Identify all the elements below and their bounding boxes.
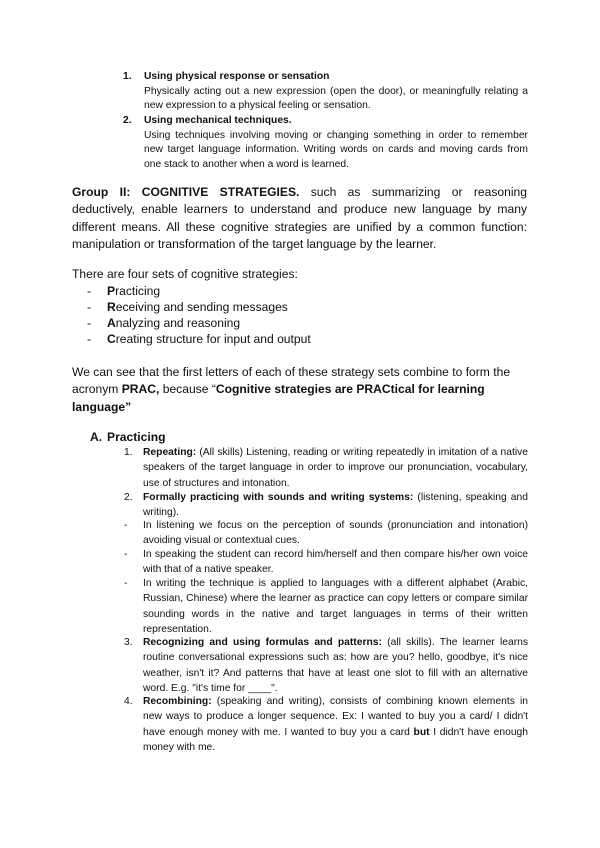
list-item-title: Using physical response or sensation [144, 71, 330, 82]
list-number: 1. [123, 71, 132, 82]
group-two-paragraph [72, 184, 527, 254]
list-item-text: Physically acting out a new expression (open the door), or meaningfully relating a new expression to a physical feeling or sensation. [144, 85, 528, 112]
practicing-item-recognizing: 3. Recognizing and using formulas and patterns: (all skills). The learner learns routine conversational expressions such as: how are you? hello, goodbye, it's nice weather, isn't it? And patterns that have at least one slot to fill with an alternative word. E.g. "it's time for ____". [124, 637, 528, 695]
practicing-item-formally: 2. Formally practicing with sounds and writing systems: (listening, speaking and writing). [124, 492, 528, 519]
list-item-title: Using mechanical techniques. [144, 115, 292, 126]
top-list-item-2 [123, 114, 528, 172]
sets-intro: There are four sets of cognitive strategies: [72, 267, 298, 281]
top-list-item-1 [123, 70, 528, 114]
set-item-practicing: - Practicing [87, 284, 161, 298]
practicing-item-repeating: 1. Repeating: (All skills) Listening, reading or writing repeatedly in imitation of a native speakers of the target language in order to improve our pronunciation, vocabulary, use of structures and intonation. [124, 447, 528, 489]
list-item-text: Using techniques involving moving or changing something in order to remember new target language information. Writing words on cards and moving cards from one stack to another when a word is learned. [144, 129, 528, 170]
practicing-subitem-speaking: - In speaking the student can record him/herself and then compare his/her own voice with that of a native speaker. [124, 549, 528, 576]
set-item-analyzing: - Analyzing and reasoning [87, 316, 241, 330]
group-two-heading: Group II: COGNITIVE STRATEGIES. [72, 185, 300, 199]
set-item-receiving: - Receiving and sending messages [87, 300, 288, 314]
practicing-subitem-writing: - In writing the technique is applied to languages with a different alphabet (Arabic, Russian, Chinese) where the learner as practice can copy letters or compare similar sounding words in the native and target languages in terms of their written representation. [124, 578, 528, 636]
list-number: 2. [123, 115, 132, 126]
prac-quote: Cognitive strategies are PRACtical for learning language” [72, 382, 485, 414]
set-item-creating: - Creating structure for input and output [87, 332, 311, 346]
practicing-item-recombining: 4. Recombining: (speaking and writing), consists of combining known elements in new ways to produce a longer sequence. Ex: I wanted to buy you a card/ I didn't have enough money with me. I wanted to buy you a card but I didn't have enough money with me. [124, 696, 529, 754]
group-two-text: such as summarizing or reasoning deductively, enable learners to understand and produce new language by many different means. All these cognitive strategies are unified by a common function: manipulation or transformation of the target language by the learner. [72, 185, 527, 252]
section-a-heading: A. Practicing [90, 430, 166, 444]
practicing-subitem-listening: - In listening we focus on the perception of sounds (pronunciation and intonation) avoiding visual or contextual cues. [124, 520, 528, 547]
prac-acronym: PRAC, [121, 382, 160, 397]
prac-paragraph: We can see that the first letters of each of these strategy sets combine to form the acronym PRAC, because “Cognitive strategies are PRACtical for learning language” [72, 365, 511, 414]
